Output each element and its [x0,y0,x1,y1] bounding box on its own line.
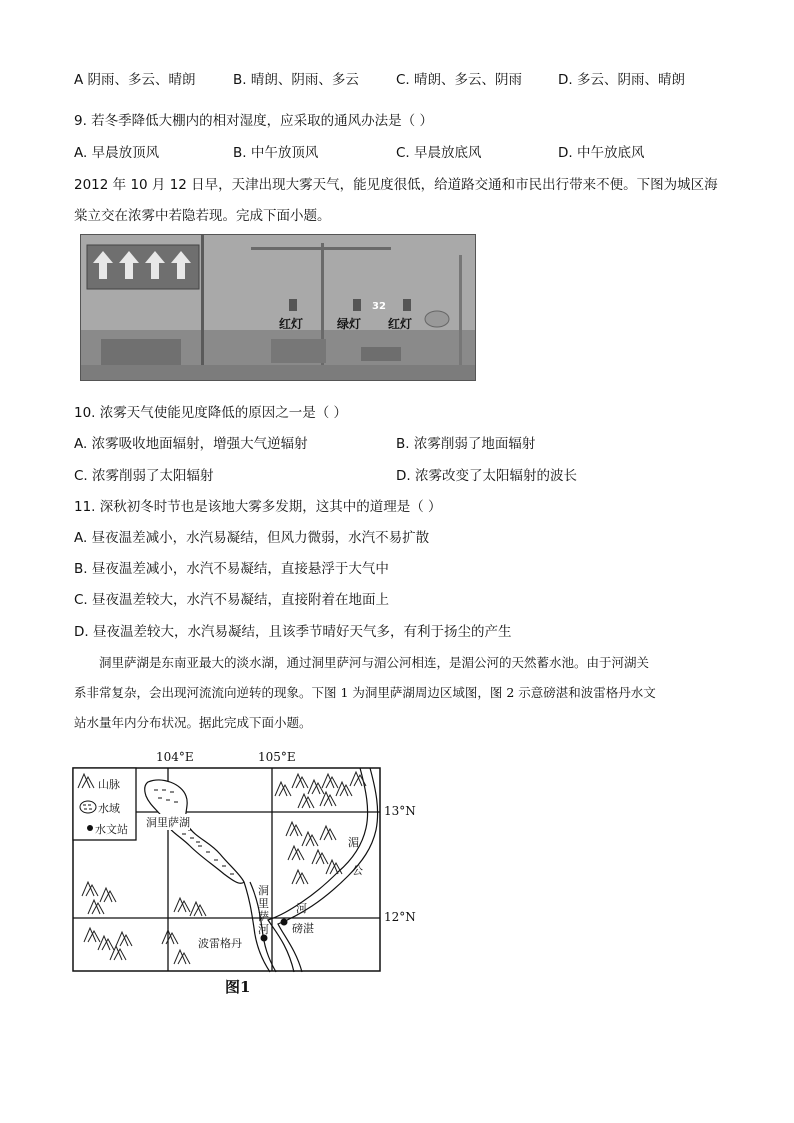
lat-label-13: 13°N [384,804,416,818]
lon-label-104: 104°E [156,750,194,764]
q11-stem: 11. 深秋初冬时节也是该地大雾多发期，这其中的道理是（ ） [74,499,442,515]
q10-option-a: A. 浓雾吸收地面辐射，增强大气逆辐射 [74,436,308,452]
q11-option-a: A. 昼夜温差减小，水汽易凝结，但风力微弱，水汽不易扩散 [74,530,430,546]
q11-option-b: B. 昼夜温差减小，水汽不易凝结，直接悬浮于大气中 [74,561,389,577]
map-drawing [70,750,430,1000]
q10-stem: 10. 浓雾天气使能见度降低的原因之一是（ ） [74,405,348,421]
legend-station: 水文站 [95,823,128,836]
river-label-mekong-3: 河 [296,902,307,915]
river-label-mekong-2: 公 [352,864,363,877]
photo-illustration [81,235,475,380]
q10-option-b: B. 浓雾削弱了地面辐射 [396,436,536,452]
tonle-sap-map [70,750,430,1004]
q9-option-b: B. 中午放顶风 [233,145,319,161]
q8-option-c: C. 晴朗、多云、阴雨 [396,72,523,88]
passage2-line-1: 洞里萨湖是东南亚最大的淡水湖，通过洞里萨河与湄公河相连，是湄公河的天然蓄水池。由于河湖关 [99,655,650,670]
passage2-line-3: 站水量年内分布状况。据此完成下面小题。 [74,715,312,730]
q8-option-a: A 阴雨、多云、晴朗 [74,72,196,88]
lake-label: 洞里萨湖 [146,816,190,829]
lon-label-105: 105°E [258,750,296,764]
river-char: 河 [258,923,269,936]
river-label-mekong-1: 湄 [348,836,359,849]
q8-option-d: D. 多云、阴雨、晴朗 [558,72,685,88]
q9-option-d: D. 中午放底风 [558,145,645,161]
river-char: 萨 [258,910,269,923]
q9-option-a: A. 早晨放顶风 [74,145,160,161]
photo-number: 32 [372,301,386,312]
q11-option-c: C. 昼夜温差较大，水汽不易凝结，直接附着在地面上 [74,592,390,608]
river-label-tonle-sap [258,884,269,936]
photo-label-green: 绿灯 [337,317,362,331]
q8-option-b: B. 晴朗、阴雨、多云 [233,72,359,88]
q11-option-d: D. 昼夜温差较大，水汽易凝结，且该季节晴好天气多，有利于扬尘的产生 [74,624,512,640]
legend-water: 水域 [98,802,120,815]
q9-option-c: C. 早晨放底风 [396,145,482,161]
photo-label-red-2: 红灯 [388,317,413,331]
photo-label-red-1: 红灯 [279,317,304,331]
q9-stem: 9. 若冬季降低大棚内的相对湿度，应采取的通风办法是（ ） [74,113,433,129]
river-char: 洞 [258,884,269,897]
passage1-line-1: 2012 年 10 月 12 日早，天津出现大雾天气，能见度很低，给道路交通和市民出行带来不便。下图为城区海 [74,177,718,193]
lat-label-12: 12°N [384,910,416,924]
legend-mountain: 山脉 [98,778,120,791]
figure-caption: 图1 [225,978,251,996]
station-label-kampong-cham: 磅湛 [292,922,314,935]
passage2-line-2: 系非常复杂，会出现河流流向逆转的现象。下图 1 为洞里萨湖周边区域图，图 2 示意磅湛和波雷格丹水文 [74,685,656,700]
station-label-prek-kdam: 波雷格丹 [198,937,242,950]
fog-intersection-photo [80,234,476,381]
passage1-line-2: 棠立交在浓雾中若隐若现。完成下面小题。 [74,208,331,224]
q10-option-c: C. 浓雾削弱了太阳辐射 [74,468,214,484]
river-char: 里 [258,897,269,910]
q10-option-d: D. 浓雾改变了太阳辐射的波长 [396,468,577,484]
